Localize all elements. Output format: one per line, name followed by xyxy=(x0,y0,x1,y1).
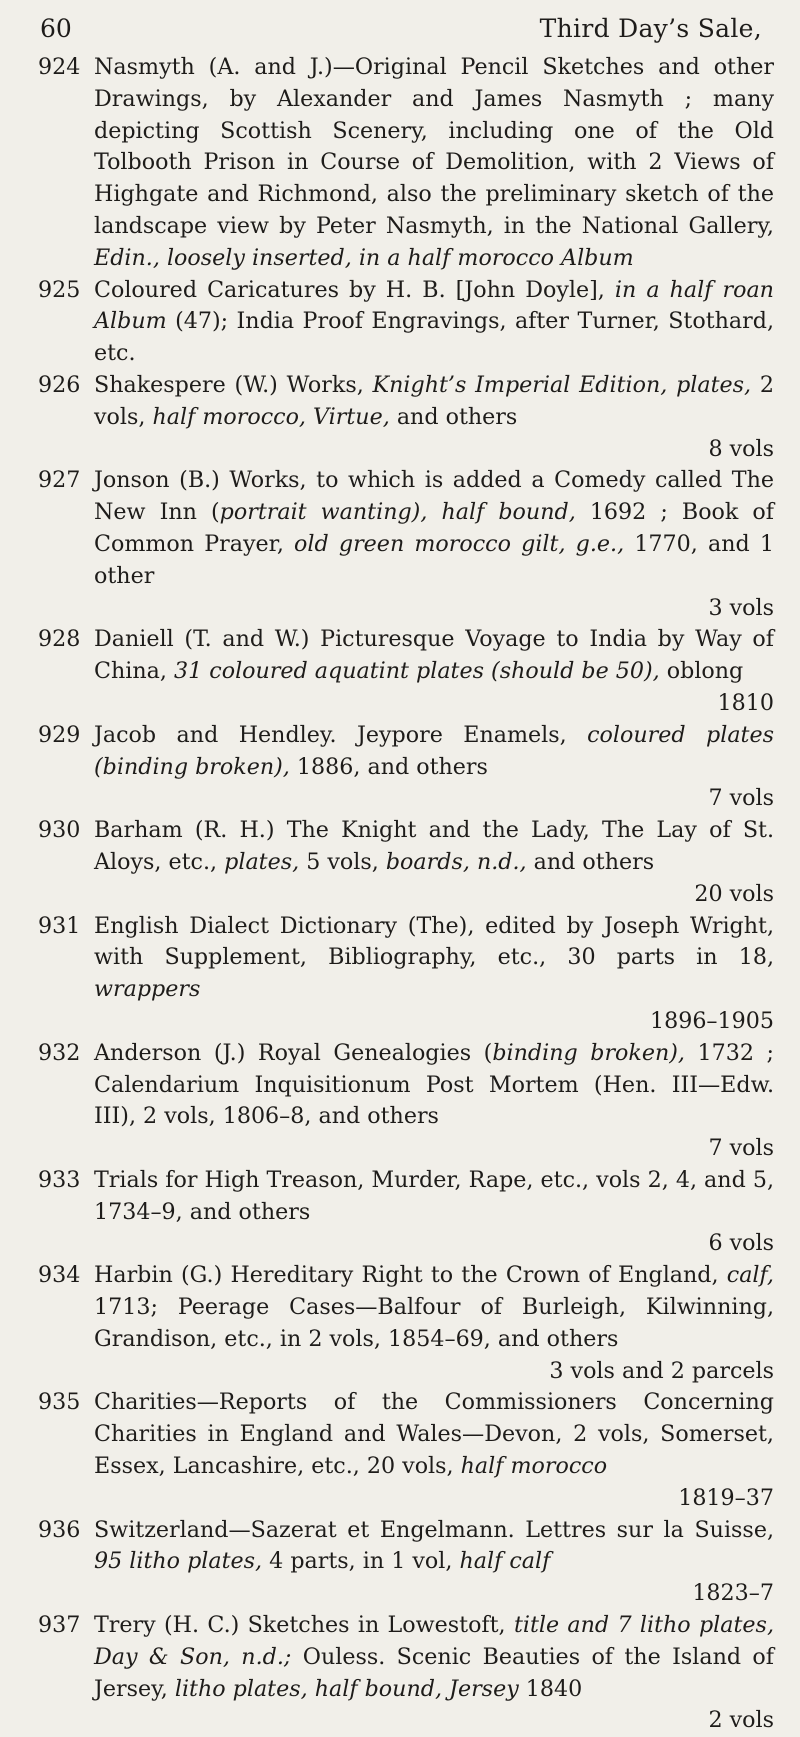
lot-entry xyxy=(38,465,774,624)
lot-description xyxy=(94,52,774,275)
lot-number: 937 xyxy=(38,1612,81,1639)
italic-text: binding broken), xyxy=(492,1039,685,1066)
lot-description xyxy=(94,370,774,434)
text-run: 2 vols, xyxy=(94,371,775,430)
text-run: Trery (H. C.) Sketches in Lowestoft, xyxy=(94,1612,514,1639)
lot-quantity: 8 vols xyxy=(708,435,774,462)
lot-number: 931 xyxy=(38,912,81,939)
lot-entry xyxy=(38,1515,774,1610)
lot-quantity: 7 vols xyxy=(708,1135,774,1162)
lot-quantity: 7 vols xyxy=(708,785,774,812)
lot-number: 928 xyxy=(38,626,81,653)
lot-quantity: 3 vols and 2 parcels xyxy=(549,1357,774,1384)
lot-entry xyxy=(38,1165,774,1260)
lot-quantity: 1823–7 xyxy=(692,1580,774,1607)
lot-number: 936 xyxy=(38,1516,81,1543)
italic-text: Edin., loosely inserted, in a half morocco Album xyxy=(94,244,634,271)
lot-quantity: 6 vols xyxy=(708,1230,774,1257)
italic-text: coloured plates (binding broken), xyxy=(94,721,774,780)
text-run: Anderson (J.) Royal Genealogies ( xyxy=(94,1039,493,1066)
lot-description xyxy=(94,1165,774,1229)
lot-number: 926 xyxy=(38,371,81,398)
lot-entry xyxy=(38,52,774,275)
italic-text: wrappers xyxy=(94,976,201,1003)
lot-number: 933 xyxy=(38,1166,81,1193)
lot-entry xyxy=(38,720,774,815)
lot-entry xyxy=(38,1610,774,1737)
lot-entry xyxy=(38,1038,774,1165)
italic-text: boards, n.d., xyxy=(385,848,527,875)
lot-quantity: 1896–1905 xyxy=(649,1007,774,1034)
lot-entry xyxy=(38,911,774,1038)
lot-number: 927 xyxy=(38,467,81,494)
text-run: 5 vols, xyxy=(299,848,386,875)
text-run: Ouless. Scenic Beauties of the Island of Jersey, xyxy=(94,1643,774,1702)
lot-number: 930 xyxy=(38,817,81,844)
text-run: and others xyxy=(389,403,518,430)
running-title: Third Day’s Sale, xyxy=(539,14,762,43)
lot-number: 935 xyxy=(38,1389,81,1416)
italic-text: half calf xyxy=(459,1548,551,1575)
lot-entry xyxy=(38,275,774,370)
lot-entry xyxy=(38,370,774,465)
lot-quantity: 20 vols xyxy=(694,880,774,907)
lot-quantity: 3 vols xyxy=(708,594,774,621)
italic-text: portrait wanting), half bound, xyxy=(219,499,576,526)
lot-description xyxy=(94,1610,774,1705)
lot-description xyxy=(94,1260,774,1355)
lot-description xyxy=(94,720,774,784)
text-run: Jacob and Hendley. Jeypore Enamels, xyxy=(94,721,588,748)
lot-list xyxy=(38,52,774,1737)
lot-description xyxy=(94,1038,774,1133)
lot-entry xyxy=(38,624,774,719)
text-run: Barham (R. H.) The Knight and the Lady, The Lay of St. Aloys, etc., xyxy=(94,817,774,875)
text-run: Harbin (G.) Hereditary Right to the Crown of England, xyxy=(94,1262,727,1289)
text-run: Charities—Reports of the Commissioners Concerning Charities in England and Wales—Devon, 2 vols, Somerset, Essex, Lancashire, etc., 20 vols, xyxy=(94,1389,774,1480)
lot-quantity: 1810 xyxy=(717,689,774,716)
text-run: Daniell (T. and W.) Picturesque Voyage to India by Way of China, xyxy=(94,626,774,685)
lot-number: 934 xyxy=(38,1262,81,1289)
lot-description xyxy=(94,815,774,879)
lot-description xyxy=(94,624,774,688)
text-run: 4 parts, in 1 vol, xyxy=(262,1548,460,1575)
text-run: Coloured Caricatures by H. B. [John Doyle], xyxy=(94,276,615,303)
italic-text: half morocco, Virtue, xyxy=(152,403,390,430)
text-run: 1692 ; Book of Common Prayer, xyxy=(94,499,774,557)
text-run: 1840 xyxy=(518,1675,583,1702)
lot-description xyxy=(94,1515,774,1579)
text-run: 1886, and others xyxy=(289,753,488,780)
lot-entry xyxy=(38,815,774,910)
italic-text: old green morocco gilt, g.e., xyxy=(294,530,625,557)
page-header xyxy=(38,10,774,50)
text-run: Shakespere (W.) Works, xyxy=(94,371,373,398)
page-number: 60 xyxy=(40,14,72,43)
text-run: Trials for High Treason, Murder, Rape, etc., vols 2, 4, and 5, 1734–9, and others xyxy=(94,1166,774,1225)
italic-text: title and 7 litho plates, Day & Son, n.d.; xyxy=(94,1612,774,1670)
text-run: 1732 ; Calendarium Inquisitionum Post Mortem (Hen. III—Edw. III), 2 vols, 1806–8, and others xyxy=(94,1039,775,1130)
text-run: and others xyxy=(526,848,655,875)
lot-entry xyxy=(38,1260,774,1387)
lot-quantity: 2 vols xyxy=(708,1707,774,1734)
italic-text: 31 coloured aquatint plates (should be 50), xyxy=(174,658,660,685)
italic-text: litho plates, half bound, Jersey xyxy=(174,1675,519,1702)
lot-number: 925 xyxy=(38,276,81,303)
lot-description xyxy=(94,911,774,1006)
text-run: (47); India Proof Engravings, after Turner, Stothard, etc. xyxy=(94,308,774,367)
text-run: 1770, and 1 other xyxy=(94,530,775,589)
text-run: Jonson (B.) Works, to which is added a Comedy called The New Inn ( xyxy=(94,467,774,526)
lot-number: 932 xyxy=(38,1039,81,1066)
italic-text: Knight’s Imperial Edition, plates, xyxy=(372,371,752,398)
italic-text: in a half roan Album xyxy=(94,276,774,335)
lot-description xyxy=(94,1387,774,1482)
lot-description xyxy=(94,275,774,370)
text-run: English Dialect Dictionary (The), edited by Joseph Wright, with Supplement, Bibliography, etc., 30 parts in 18, xyxy=(94,912,774,971)
lot-number: 924 xyxy=(38,54,81,80)
text-run: Nasmyth (A. and J.)—Original Pencil Sketches and other Drawings, by Alexander and James Nasmyth ; many depicting Scottish Scenery, including one of the Old Tolbooth Prison in Course of Demolition, with 2 Views of Highgate and Richmond, also the preliminary sketch of the landscape view by Peter Nasmyth, in the National Gallery, xyxy=(94,54,774,239)
lot-number: 929 xyxy=(38,721,81,748)
text-run: Switzerland—Sazerat et Engelmann. Lettres sur la Suisse, xyxy=(94,1516,774,1543)
text-run: oblong xyxy=(659,658,744,685)
lot-quantity: 1819–37 xyxy=(678,1484,774,1511)
text-run: 1713; Peerage Cases—Balfour of Burleigh, Kilwinning, Grandison, etc., in 2 vols, 1854–69, and others xyxy=(94,1294,774,1352)
italic-text: 95 litho plates, xyxy=(94,1548,263,1575)
lot-entry xyxy=(38,1387,774,1514)
italic-text: half morocco xyxy=(460,1453,608,1480)
lot-description xyxy=(94,465,774,592)
italic-text: calf, xyxy=(726,1262,774,1289)
italic-text: plates, xyxy=(224,848,300,875)
